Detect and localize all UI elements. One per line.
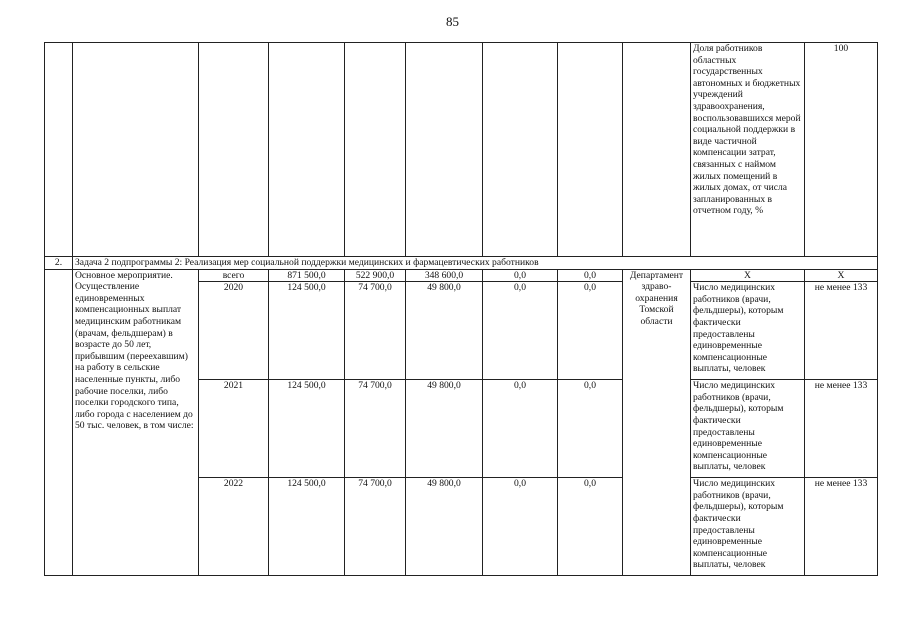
extra-budget-cell: 0,0 <box>558 478 623 576</box>
local-cell: 0,0 <box>483 478 558 576</box>
empty-cell <box>199 43 269 257</box>
indicator-cell: Число медицинских работников (врачи, фельдшеры), которым фактически предоставлены единовременные компенсационные выплаты, человек <box>691 380 805 478</box>
empty-cell <box>406 43 483 257</box>
empty-cell <box>345 43 406 257</box>
empty-cell <box>45 269 73 576</box>
indicator-value-cell: 100 <box>805 43 878 257</box>
indicator-value-cell: не менее 133 <box>805 282 878 380</box>
indicator-cell: Доля работников областных государственных автономных и бюджетных учреждений здравоохранения, воспользовавшихся мерой социальной поддержки в виде частичной компенсации затрат, связанных с наймом жилых помещений в жилых домах, от числа запланированных в отчетном году, % <box>691 43 805 257</box>
local-cell: 0,0 <box>483 380 558 478</box>
indicator-cell: Число медицинских работников (врачи, фельдшеры), которым фактически предоставлены единовременные компенсационные выплаты, человек <box>691 478 805 576</box>
regional-cell: 49 800,0 <box>406 282 483 380</box>
federal-cell: 74 700,0 <box>345 380 406 478</box>
empty-cell <box>558 43 623 257</box>
indicator-cell: Число медицинских работников (врачи, фельдшеры), которым фактически предоставлены единовременные компенсационные выплаты, человек <box>691 282 805 380</box>
task-number: 2. <box>45 257 73 270</box>
extra-budget-cell: 0,0 <box>558 282 623 380</box>
empty-cell <box>45 43 73 257</box>
period-cell: всего <box>199 269 269 282</box>
local-cell: 0,0 <box>483 282 558 380</box>
page-number: 85 <box>446 14 459 29</box>
regional-cell: 49 800,0 <box>406 380 483 478</box>
task-row <box>45 257 878 270</box>
empty-cell <box>73 43 199 257</box>
total-cell: 124 500,0 <box>269 478 345 576</box>
federal-cell: 74 700,0 <box>345 282 406 380</box>
extra-budget-cell: 0,0 <box>558 269 623 282</box>
local-cell: 0,0 <box>483 269 558 282</box>
regional-cell: 49 800,0 <box>406 478 483 576</box>
indicator-cell: X <box>691 269 805 282</box>
indicator-value-cell: не менее 133 <box>805 380 878 478</box>
subprogram-table <box>44 42 878 576</box>
total-cell: 124 500,0 <box>269 282 345 380</box>
regional-cell: 348 600,0 <box>406 269 483 282</box>
indicator-value-cell: не менее 133 <box>805 478 878 576</box>
executor-cell: Департамент здраво-охранения Томской области <box>623 269 691 576</box>
empty-cell <box>483 43 558 257</box>
period-cell: 2020 <box>199 282 269 380</box>
federal-cell: 522 900,0 <box>345 269 406 282</box>
total-cell: 871 500,0 <box>269 269 345 282</box>
measure-name: Основное мероприятие. Осуществление единовременных компенсационных выплат медицинским работникам (врачам, фельдшерам) в возрасте до 50 лет, прибывшим (переехавшим) на работу в сельские населенные пункты, либо рабочие поселки, либо поселки городского типа, либо города с населением до 50 тыс. человек, в том числе: <box>73 269 199 576</box>
indicator-value-cell: X <box>805 269 878 282</box>
federal-cell: 74 700,0 <box>345 478 406 576</box>
extra-budget-cell: 0,0 <box>558 380 623 478</box>
period-cell: 2021 <box>199 380 269 478</box>
empty-cell <box>269 43 345 257</box>
continuation-row <box>45 43 878 257</box>
total-cell: 124 500,0 <box>269 380 345 478</box>
task-title: Задача 2 подпрограммы 2: Реализация мер социальной поддержки медицинских и фармацевтических работников <box>73 257 878 270</box>
period-cell: 2022 <box>199 478 269 576</box>
table-row <box>45 269 878 282</box>
empty-cell <box>623 43 691 257</box>
